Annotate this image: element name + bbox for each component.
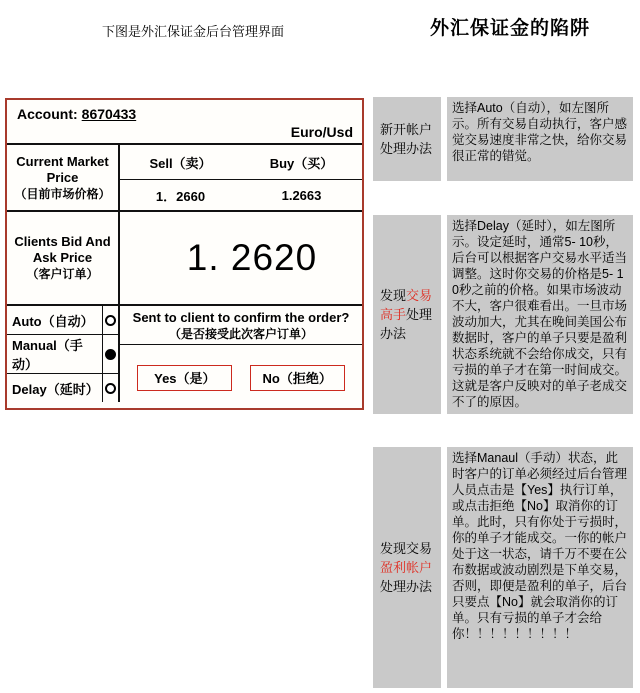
account-number[interactable]: 8670433	[81, 106, 137, 122]
client-order-label-en: Clients Bid And Ask Price	[14, 234, 111, 265]
auto-radio-button[interactable]	[105, 315, 116, 326]
sell-buy-value-row	[120, 180, 362, 210]
confirm-question-zh: （是否接受此次客户订单）	[168, 327, 313, 341]
mode-row-auto	[7, 306, 118, 335]
left-caption: 下图是外汇保证金后台管理界面	[102, 24, 285, 39]
mode-and-confirm-row	[7, 306, 362, 402]
confirm-question	[120, 306, 362, 342]
buy-price: 1.2663	[281, 187, 322, 203]
section2-label-red: 交易高手	[380, 288, 433, 322]
trading-panel	[5, 98, 364, 410]
mode-radio-cell-delay	[103, 374, 118, 402]
page-title: 外汇保证金的陷阱	[430, 18, 591, 39]
yes-button[interactable]: Yes（是）	[137, 365, 232, 391]
mode-radio-cell-auto	[103, 306, 118, 334]
client-order-label-zh: （客户订单）	[26, 267, 99, 281]
account-label: Account:	[17, 106, 78, 122]
sell-header: Sell（卖）	[149, 155, 212, 171]
section1-label-text: 新开帐户处理办法	[380, 122, 433, 156]
account-header	[7, 100, 362, 145]
confirm-order-area	[120, 306, 362, 402]
client-order-label-cell	[7, 212, 120, 304]
section2-label-text: 发现	[380, 288, 407, 303]
client-order-price: 1. 2620	[186, 237, 318, 278]
no-button[interactable]: No（拒绝）	[250, 365, 345, 391]
currency-pair: Euro/Usd	[290, 124, 353, 140]
mode-radio-cell-manual	[103, 335, 118, 373]
sell-price: 1．2660	[155, 188, 206, 204]
section-label-expert-trader	[373, 215, 441, 414]
section-label-new-account	[373, 97, 441, 181]
section-text-manual: 选择Manaul（手动）状态，此时客户的订单必须经过后台管理人员点击是【Yes】执行订单，或点击拒绝【No】取消你的订单。此时，只有你处于亏损时，你的单子才能成交。一你的帐户处于这一状态，请千万不要在公布数据或波动剧烈是下单交易，否则，即便是盈利的单子，后台只要点【No】就会取消你的订单。只有亏损的单子才会给你！！！！！！！！！	[447, 447, 633, 688]
mode-label-auto: Auto（自动）	[7, 306, 103, 334]
account-line	[17, 106, 136, 122]
market-price-row	[7, 145, 362, 212]
delay-radio-button[interactable]	[105, 383, 116, 394]
manual-radio-button[interactable]	[105, 349, 116, 360]
client-order-row	[7, 212, 362, 306]
sell-buy-header-row	[120, 145, 362, 180]
section2-label-post: 处理办法	[380, 307, 433, 341]
mode-row-manual	[7, 335, 118, 374]
buy-header: Buy（买）	[269, 155, 334, 171]
section3-label-post: 处理办法	[380, 579, 433, 594]
section3-label-red: 盈利帐户	[380, 560, 433, 575]
confirm-question-en: Sent to client to confirm the order?	[132, 310, 350, 325]
section-text-delay: 选择Delay（延时），如左图所示。设定延时，通常5- 10秒，后台可以根据客户交易水平适当调整。这时你交易的价格是5- 10秒之前的价格。如果市场波动不大，客户很难看出。一旦市场波动加大，尤其在晚间美国公布数据时，客户的单子只要是盈利状态系统就不会给你成交，只有亏损的单子才在第一时间成交。这就是客户反映对的单子老成交不了的原因。	[447, 215, 633, 414]
mode-label-manual: Manual（手动）	[7, 335, 103, 373]
market-price-label-zh: （目前市场价格）	[14, 186, 111, 201]
section-label-profitable-account	[373, 447, 441, 688]
section-text-auto: 选择Auto（自动），如左图所示。所有交易自动执行，客户感觉交易速度非常之快，给你交易很正常的错觉。	[447, 97, 633, 181]
market-price-label-cell	[7, 145, 120, 210]
mode-selector	[7, 306, 120, 402]
section3-label-text: 发现交易	[380, 541, 433, 556]
mode-row-delay	[7, 374, 118, 402]
mode-label-delay: Delay（延时）	[7, 374, 103, 402]
confirm-buttons-row	[120, 345, 362, 402]
market-price-label-en: Current Market Price	[16, 153, 109, 185]
market-price-values	[120, 145, 362, 210]
